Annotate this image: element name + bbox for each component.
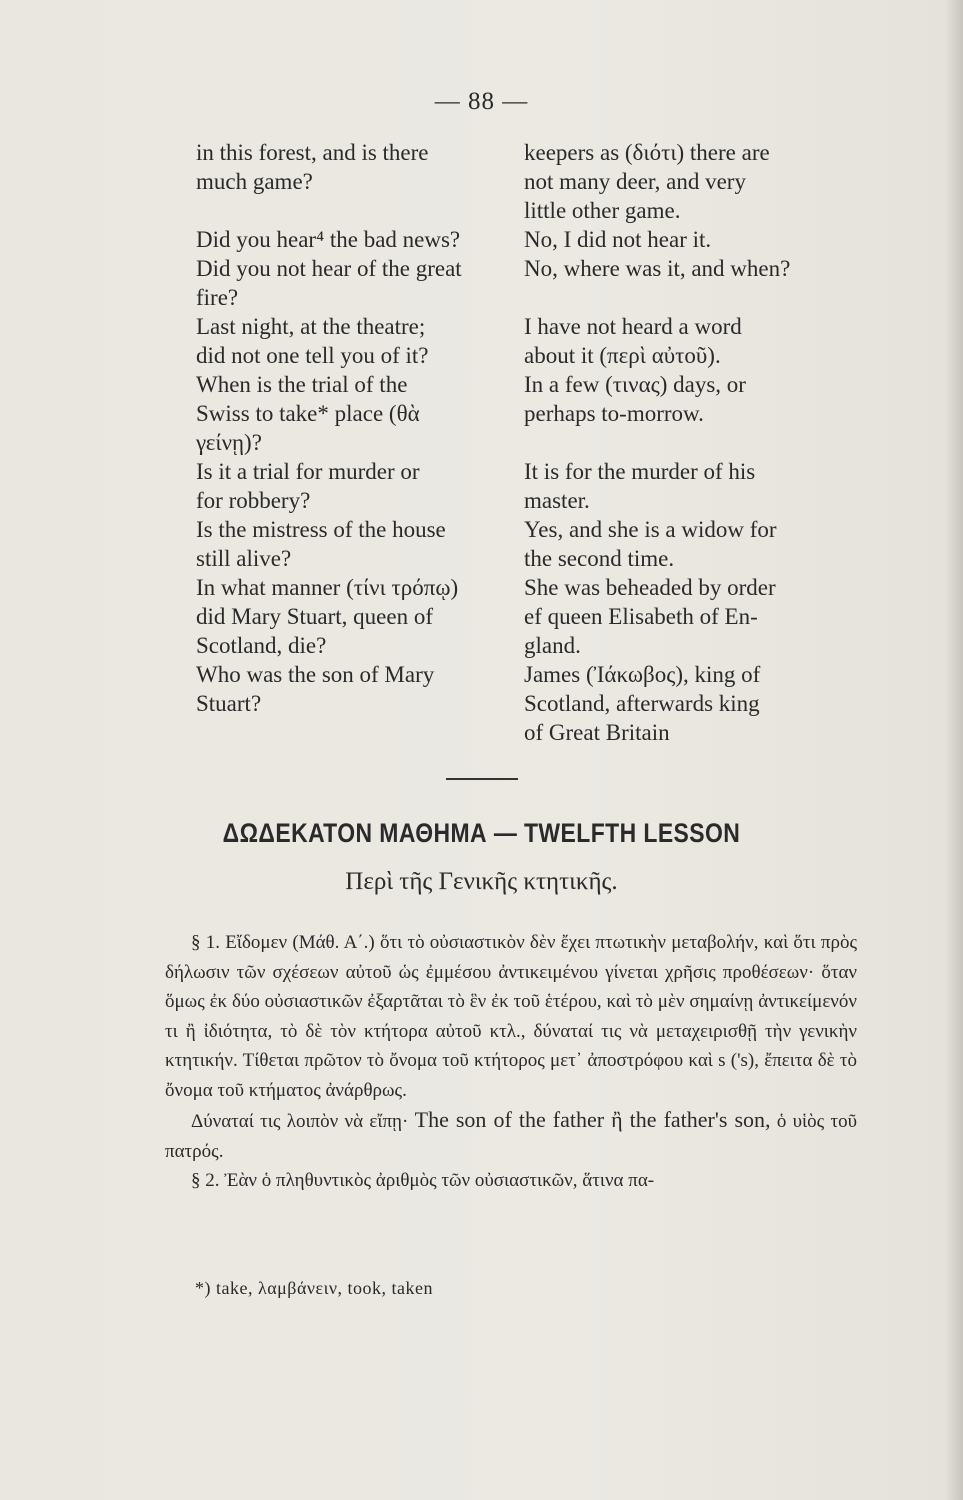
answer: She was beheaded by order ef queen Elisabeth of En- gland. [524, 575, 776, 658]
lesson-body [165, 928, 857, 1196]
paragraph-2-greek: Δύναταί τις λοιπὸν νὰ εἴπῃ· [191, 1111, 409, 1132]
qa-row [196, 370, 866, 457]
paragraph-1: § 1. Εἴδομεν (Μάθ. Α΄.) ὅτι τὸ οὐσιαστικὸν δὲν ἔχει πτωτικὴν μεταβολήν, καὶ ὅτι πρὸς δήλωσιν τῶν σχέσεων αὐτοῦ ὡς ἐμμέσου ἀντικειμένου γίνεται χρῆσις προθέσεων· ὅταν ὅμως ἐκ δύο οὐσιαστικῶν ἐξαρτᾶται τὸ ἓν ἐκ τοῦ ἑτέρου, καὶ τὸ μὲν σημαίνῃ ἀντικείμενόν τι ἢ ἰδιότητα, τὸ δὲ τὸν κτήτορα αὐτοῦ κτλ., δύναταί τις νὰ μεταχειρισθῇ τὴν γενικὴν κτητικήν. Τίθεται πρῶτον τὸ ὄνομα τοῦ κτήτορος μετ᾽ ἀποστρόφου καὶ s ('s), ἔπειτα δὲ τὸ ὄνομα τοῦ κτήματος ἀνάρθρως. [165, 932, 857, 1101]
paragraph-2-greek-end: ὁ υἱὸς τοῦ πατρός. [165, 1111, 857, 1162]
lesson-subtitle: Περὶ τῆς Γενικῆς κτητικῆς. [345, 868, 618, 895]
answer: In a few (τινας) days, or perhaps to-morrow. [524, 372, 746, 426]
qa-row [196, 312, 866, 370]
question: Is it a trial for murder or for robbery? [196, 459, 420, 513]
answer: keepers as (διότι) there are not many deer, and very little other game. [524, 140, 770, 223]
footnote: *) take, λαμβάνειν, took, taken [195, 1278, 434, 1298]
question: Did you not hear of the great fire? [196, 256, 462, 310]
answer: I have not heard a word about it (περὶ αὐτοῦ). [524, 314, 742, 368]
qa-row [196, 457, 866, 515]
question: In what manner (τίνι τρόπῳ) did Mary Stuart, queen of Scotland, die? [196, 575, 459, 658]
page-number: — 88 — [434, 88, 529, 115]
question: in this forest, and is there much game? [196, 140, 429, 194]
paragraph-2 [165, 1105, 857, 1166]
page-edge-shadow [945, 0, 963, 1500]
question-answer-table [196, 138, 866, 747]
section-divider [446, 778, 518, 780]
question: Who was the son of Mary Stuart? [196, 662, 435, 716]
paragraph-2-english: The son of the father ἢ the father's son, [414, 1107, 771, 1132]
qa-row [196, 254, 866, 312]
qa-row [196, 515, 866, 573]
qa-row [196, 660, 866, 747]
answer: No, where was it, and when? [524, 256, 791, 281]
lesson-title: ΔΩΔΕΚΑΤΟΝ ΜΑΘΗΜΑ — TWELFTH LESSON [222, 818, 741, 848]
answer: No, I did not hear it. [524, 227, 712, 252]
answer: It is for the murder of his master. [524, 459, 756, 513]
paragraph-3: § 2. Ἐὰν ὁ πληθυντικὸς ἀριθμὸς τῶν οὐσιαστικῶν, ἅτινα πα- [191, 1170, 655, 1191]
question: Did you hear⁴ the bad news? [196, 227, 461, 252]
question: Last night, at the theatre; did not one tell you of it? [196, 314, 429, 368]
answer: Yes, and she is a widow for the second time. [524, 517, 777, 571]
qa-row [196, 225, 866, 254]
answer: James (Ἰάκωβος), king of Scotland, afterwards king of Great Britain [524, 662, 761, 745]
question: Is the mistress of the house still alive? [196, 517, 446, 571]
qa-row [196, 138, 866, 225]
qa-row [196, 573, 866, 660]
question: When is the trial of the Swiss to take* place (θὰ γείνῃ)? [196, 372, 420, 455]
